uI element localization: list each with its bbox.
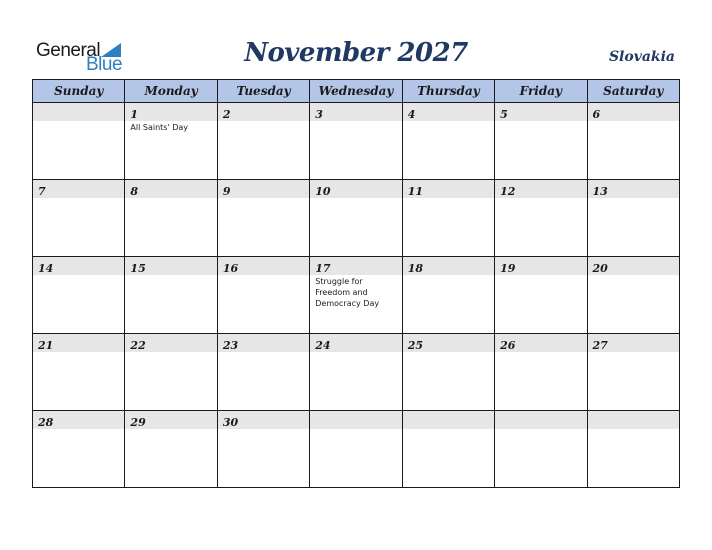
day-number: 28	[38, 416, 54, 429]
day-number: 1	[130, 108, 139, 121]
holiday-label	[588, 121, 679, 122]
day-cell	[402, 334, 494, 411]
day-cell	[33, 180, 125, 257]
day-number-bar	[218, 334, 309, 352]
holiday-label: Struggle for Freedom and Democracy Day	[315, 277, 380, 308]
weekday-header-saturday: Saturday	[587, 80, 679, 103]
day-number: 18	[407, 262, 423, 275]
holiday-label	[218, 121, 309, 122]
week-row	[33, 180, 680, 257]
day-number: 29	[130, 416, 146, 429]
day-number: 6	[592, 108, 601, 121]
holiday-label	[310, 121, 401, 122]
calendar-body	[33, 103, 680, 488]
day-number-bar	[33, 411, 124, 429]
week-row	[33, 257, 680, 334]
day-cell	[402, 411, 494, 488]
holiday-label	[310, 429, 401, 430]
holiday-label	[403, 429, 494, 430]
day-number: 15	[130, 262, 146, 275]
day-cell	[33, 257, 125, 334]
day-number: 25	[407, 339, 423, 352]
day-number-bar	[218, 411, 309, 429]
day-number: 12	[500, 185, 516, 198]
day-number-bar	[495, 103, 586, 121]
day-number-bar	[403, 257, 494, 275]
day-cell	[587, 334, 679, 411]
day-number-bar	[588, 257, 679, 275]
day-number-bar	[588, 180, 679, 198]
day-number-bar	[125, 103, 216, 121]
day-number-bar	[218, 103, 309, 121]
day-cell	[217, 103, 309, 180]
day-cell	[495, 334, 587, 411]
calendar-title: November 2027	[244, 38, 468, 68]
day-number-bar	[310, 257, 401, 275]
day-number: 19	[500, 262, 516, 275]
day-number: 26	[500, 339, 516, 352]
holiday-label: All Saints' Day	[130, 123, 188, 132]
day-cell	[217, 257, 309, 334]
day-number: 16	[222, 262, 239, 275]
day-cell	[310, 180, 402, 257]
day-number-bar	[33, 103, 124, 121]
day-number-bar	[403, 103, 494, 121]
day-cell	[33, 334, 125, 411]
day-cell	[495, 411, 587, 488]
day-number-bar	[495, 257, 586, 275]
day-number: 24	[315, 339, 331, 352]
day-number: 30	[222, 416, 239, 429]
day-cell	[125, 103, 217, 180]
country-label: Slovakia	[608, 49, 675, 65]
day-number-bar	[310, 180, 401, 198]
day-number: 2	[222, 108, 231, 121]
day-cell	[402, 103, 494, 180]
week-row	[33, 334, 680, 411]
week-row	[33, 103, 680, 180]
day-cell	[587, 103, 679, 180]
day-cell	[495, 257, 587, 334]
day-number: 27	[592, 339, 608, 352]
day-number-bar	[33, 180, 124, 198]
day-number-bar	[588, 334, 679, 352]
day-cell	[587, 180, 679, 257]
day-cell	[310, 411, 402, 488]
day-number: 8	[130, 185, 139, 198]
holiday-label	[588, 429, 679, 430]
day-number-bar	[495, 180, 586, 198]
calendar-grid	[32, 79, 680, 488]
day-number: 23	[222, 339, 239, 352]
day-number-bar	[218, 257, 309, 275]
day-cell	[125, 411, 217, 488]
day-number-bar	[495, 334, 586, 352]
day-number-bar	[403, 180, 494, 198]
day-number: 3	[315, 108, 323, 121]
day-number: 17	[315, 262, 331, 275]
logo-text-general: General	[36, 40, 101, 61]
weekday-header-row	[33, 80, 680, 103]
day-cell	[587, 411, 679, 488]
day-cell	[310, 103, 402, 180]
day-number-bar	[403, 334, 494, 352]
day-cell	[217, 180, 309, 257]
day-number: 9	[222, 185, 231, 198]
day-number-bar	[125, 180, 216, 198]
day-number-bar	[125, 257, 216, 275]
day-number-bar	[495, 411, 586, 429]
holiday-label	[403, 121, 494, 122]
day-number: 10	[315, 185, 331, 198]
day-cell	[402, 257, 494, 334]
day-number-bar	[33, 257, 124, 275]
day-number-bar	[125, 334, 216, 352]
day-number: 21	[38, 339, 54, 352]
day-number-bar	[310, 334, 401, 352]
holiday-label	[218, 198, 309, 199]
weekday-header-sunday: Sunday	[33, 80, 125, 103]
day-cell	[217, 334, 309, 411]
day-cell	[310, 257, 402, 334]
day-number-bar	[588, 411, 679, 429]
weekday-header-wednesday: Wednesday	[310, 80, 402, 103]
logo-text-blue: Blue	[86, 54, 123, 75]
day-cell	[125, 257, 217, 334]
holiday-label	[33, 121, 124, 122]
holiday-label	[33, 198, 124, 199]
day-number: 7	[38, 185, 46, 198]
day-cell	[310, 334, 402, 411]
day-cell	[495, 180, 587, 257]
weekday-header-friday: Friday	[495, 80, 587, 103]
day-number: 22	[130, 339, 146, 352]
day-cell	[33, 103, 125, 180]
holiday-label	[125, 198, 216, 199]
holiday-label	[495, 121, 586, 122]
day-cell	[125, 180, 217, 257]
day-number-bar	[403, 411, 494, 429]
day-cell	[125, 334, 217, 411]
week-row	[33, 411, 680, 488]
day-cell	[33, 411, 125, 488]
day-number-bar	[218, 180, 309, 198]
day-number: 5	[500, 108, 508, 121]
day-number-bar	[310, 411, 401, 429]
day-number: 11	[407, 185, 423, 198]
day-number: 20	[592, 262, 608, 275]
day-number: 4	[407, 108, 416, 121]
day-cell	[217, 411, 309, 488]
day-cell	[587, 257, 679, 334]
day-cell	[495, 103, 587, 180]
day-number: 13	[592, 185, 608, 198]
day-number: 14	[38, 262, 54, 275]
weekday-header-tuesday: Tuesday	[217, 80, 309, 103]
weekday-header-monday: Monday	[125, 80, 217, 103]
day-number-bar	[33, 334, 124, 352]
day-number-bar	[310, 103, 401, 121]
holiday-label	[495, 429, 586, 430]
day-number-bar	[588, 103, 679, 121]
day-number-bar	[125, 411, 216, 429]
day-cell	[402, 180, 494, 257]
weekday-header-thursday: Thursday	[402, 80, 494, 103]
